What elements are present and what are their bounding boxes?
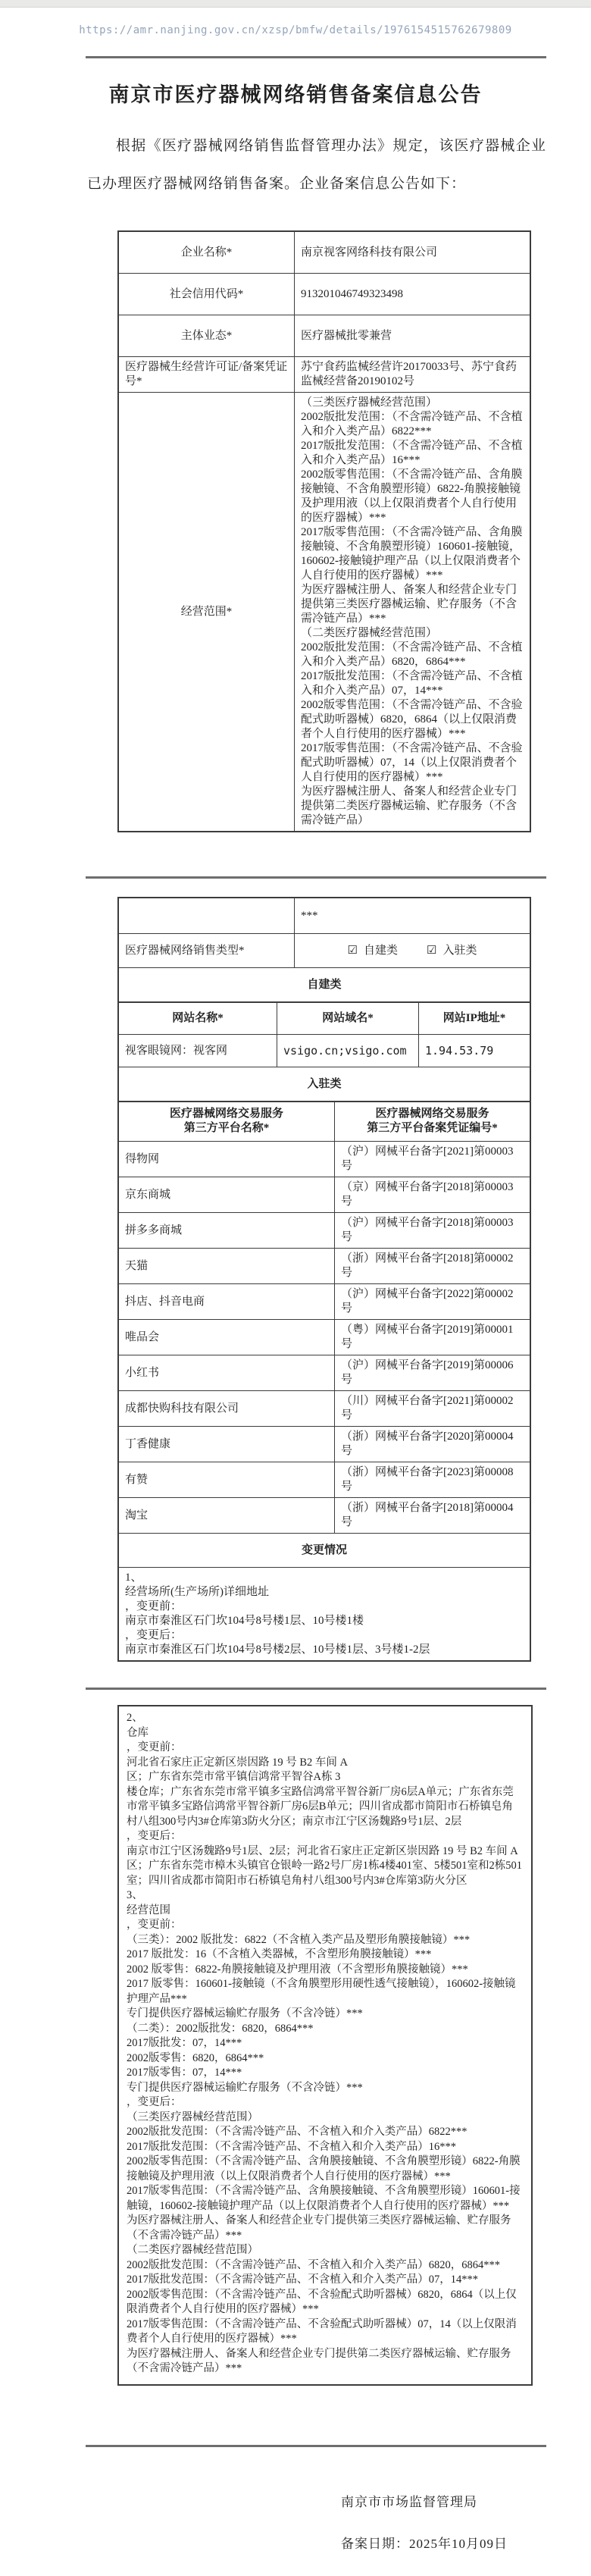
overflow-label-empty	[118, 898, 295, 934]
network-sales-table	[117, 897, 531, 1003]
text-line: 2002版批发范围：（不含需冷链产品、不含植入和介入类产品）6822***	[127, 2126, 467, 2138]
browser-top-strip	[0, 0, 591, 8]
text-line: 2017 版零售：160601-接触镜（不含角膜塑形用硬性透气接触镜），160602-接触镜护理产品***	[127, 1978, 516, 2005]
change-item-1	[118, 1568, 530, 1662]
platform-name: 天猫	[118, 1249, 335, 1284]
platform-cert-number: （粤）网械平台备字[2019]第00001号	[335, 1320, 531, 1355]
table-row	[118, 231, 530, 274]
platform-cert-number: （浙）网械平台备字[2023]第00008号	[335, 1462, 531, 1498]
field-value-license-no: 苏宁食药监械经营许20170033号、苏宁食药监械经营备20190102号	[295, 357, 531, 393]
text-line: 河北省石家庄正定新区崇因路 19 号 B2 车间 A	[127, 1756, 349, 1769]
intro-paragraph: 根据《医疗器械网络销售监督管理办法》规定，该医疗器械企业已办理医疗器械网络销售备案。企业备案信息公告如下：	[87, 138, 546, 192]
text-line: 2017版批发范围：（不含需冷链产品、不含植入和介入类产品）07，14***	[301, 670, 523, 697]
page-separator	[86, 876, 546, 879]
text-line: 2002版批发范围：（不含需冷链产品、不含植入和介入类产品）6822***	[301, 411, 523, 437]
text-line: 经营范围	[127, 1904, 170, 1916]
document-footer	[341, 2491, 591, 2552]
page-separator	[86, 2445, 546, 2447]
text-line: 为医疗器械注册人、备案人和经营企业专门提供第三类医疗器械运输、贮存服务（不含需冷链产品）***	[301, 584, 518, 625]
platform-name: 有赞	[118, 1462, 335, 1498]
field-label-company-name: 企业名称*	[118, 231, 295, 274]
platform-cert-number: （沪）网械平台备字[2019]第00006号	[335, 1355, 531, 1391]
platform-cert-number: （京）网械平台备字[2018]第00003号	[335, 1177, 531, 1213]
platform-row	[118, 1498, 530, 1534]
platform-cert-number: （沪）网械平台备字[2022]第00002号	[335, 1284, 531, 1320]
field-label-sale-type: 医疗器械网络销售类型*	[118, 934, 295, 968]
text-line: 为医疗器械注册人、备案人和经营企业专门提供第三类医疗器械运输、贮存服务（不含需冷链产品）***	[127, 2214, 511, 2242]
checkbox-checked-icon: ☑	[347, 944, 358, 957]
text-line: 2017版批发：07，14***	[127, 2037, 242, 2049]
text-line: （三类医疗器械经营范围）	[127, 2111, 258, 2123]
section-header-changes: 变更情况	[118, 1534, 530, 1568]
table-row	[118, 274, 530, 315]
text-line: 2017版批发范围：（不含需冷链产品、不含植入和介入类产品）16***	[127, 2140, 456, 2153]
platform-cert-number: （浙）网械平台备字[2020]第00004号	[335, 1427, 531, 1462]
platform-name: 淘宝	[118, 1498, 335, 1534]
text-line: 医疗器械网络交易服务	[375, 1108, 489, 1120]
sale-type-option-label: 入驻类	[442, 944, 477, 957]
platform-row	[118, 1391, 530, 1427]
text-line: ，变更后：	[125, 1629, 183, 1641]
text-line: 2017版零售范围：（不含需冷链产品、含角膜接触镜、不含角膜塑形镜）160601-接触镜，160602-接触镜护理产品（以上仅限消费者个人自行使用的医疗器械）***	[127, 2185, 521, 2212]
text-line: 南京市秦淮区石门坎104号8号楼1层、10号楼1楼	[125, 1615, 364, 1627]
issuing-agency: 南京市市场监督管理局	[341, 2494, 477, 2509]
text-line: 2002 版零售：6822-角膜接触镜及护理用液（不含塑形角膜接触镜）***	[127, 1963, 468, 1976]
table-row	[118, 1102, 530, 1142]
page-separator	[86, 1688, 546, 1690]
text-line: 2017版批发范围：（不含需冷链产品、不含植入和介入类产品）07，14***	[127, 2274, 478, 2286]
sale-type-options	[301, 944, 524, 958]
text-line: 3、	[127, 1889, 143, 1901]
platform-row	[118, 1213, 530, 1249]
checkbox-checked-icon: ☑	[427, 944, 437, 957]
sale-type-option-label: 自建类	[363, 944, 398, 957]
text-line: ，变更前：	[127, 1741, 182, 1753]
text-line: 2002版批发范围：（不含需冷链产品、不含植入和介入类产品）6820，6864***	[127, 2258, 500, 2271]
platform-name: 丁香健康	[118, 1427, 335, 1462]
field-label-license-no: 医疗器械生经营许可证/备案凭证号*	[118, 357, 295, 393]
text-line: 2002版零售：6820，6864***	[127, 2051, 264, 2064]
platform-row	[118, 1177, 530, 1213]
field-value-credit-code: 913201046749323498	[295, 274, 531, 315]
filing-date: 备案日期：2025年10月09日	[341, 2536, 508, 2551]
platform-name: 小红书	[118, 1355, 335, 1391]
table-row	[118, 1002, 530, 1035]
text-line: ，变更前：	[125, 1600, 183, 1612]
text-line: （二类医疗器械经营范围）	[127, 2244, 258, 2256]
platform-name: 京东商城	[118, 1177, 335, 1213]
text-line: 专门提供医疗器械运输贮存服务（不含冷链）***	[127, 2081, 363, 2094]
text-line: 经营场所(生产场所)详细地址	[125, 1586, 269, 1598]
table-row	[118, 968, 530, 1003]
platform-row	[118, 1355, 530, 1391]
platform-name: 成都快购科技有限公司	[118, 1391, 335, 1427]
sale-type-option	[348, 944, 398, 958]
text-line: 2002版零售范围：（不含需冷链产品、含角膜接触镜、不含角膜塑形镜）6822-角膜接触镜及护理用液（以上仅限消费者个人自行使用的医疗器械）***	[301, 469, 523, 524]
text-line: 楼仓库；广东省东莞市常平镇多宝路信鸿常平智谷新厂房6层A单元；广东省东莞市常平镇多宝路信鸿常平智谷新厂房6层B单元；四川省成都市简阳市石桥镇皂角村八组300号内3#仓库第3防火分区；南京市江宁区汤魏路9号1层、2层	[127, 1785, 514, 1828]
page-separator	[86, 56, 546, 58]
website-name: 视客眼镜网：视客网	[118, 1035, 277, 1067]
text-line: 医疗器械网络交易服务	[169, 1108, 283, 1120]
table-row	[118, 1534, 530, 1568]
text-line: （三类）：2002 版批发：6822（不含植入类产品及塑形角膜接触镜）***	[127, 1933, 471, 1946]
website-ip: 1.94.53.79	[419, 1035, 531, 1067]
text-line: 2、	[127, 1712, 143, 1724]
text-line: ，变更后：	[127, 1830, 182, 1842]
field-value-business-type: 医疗器械批零兼营	[295, 315, 531, 357]
platform-cert-number: （沪）网械平台备字[2018]第00003号	[335, 1213, 531, 1249]
platform-name: 唯品会	[118, 1320, 335, 1355]
page-title: 南京市医疗器械网络销售备案信息公告	[108, 83, 483, 106]
text-line: （三类医疗器械经营范围）	[301, 396, 438, 409]
text-line: 南京市江宁区汤魏路9号1层、2层；河北省石家庄正定新区崇因路 19 号 B2 车间 A	[127, 1844, 518, 1857]
column-header-platform-name	[118, 1102, 335, 1142]
text-line: ，变更前：	[127, 1919, 182, 1931]
text-line: 2002版零售范围：（不含需冷链产品、不含验配式助听器械）6820，6864（以上仅限消费者个人自行使用的医疗器械）***	[127, 2288, 517, 2315]
table-row	[118, 357, 530, 393]
text-line: 2002版批发范围：（不含需冷链产品、不含植入和介入类产品）6820，6864***	[301, 641, 523, 668]
platform-cert-number: （沪）网械平台备字[2021]第00003号	[335, 1142, 531, 1177]
text-line: 第三方平台名称*	[183, 1122, 270, 1134]
sale-type-option	[427, 944, 477, 958]
overflow-value: ***	[295, 898, 531, 934]
platform-row	[118, 1320, 530, 1355]
text-line: 区；广东省东莞市樟木头镇官仓银岭一路2号厂房1栋4楼401室、5楼501室和2栋501室；四川省成都市简阳市石桥镇皂角村八组300号内3#仓库第3防火分区	[127, 1860, 522, 1887]
text-line: （二类）：2002版批发：6820，6864***	[127, 2022, 314, 2035]
column-header-site-domain: 网站域名*	[277, 1002, 419, 1035]
text-line: 2017版零售范围：（不含需冷链产品、不含验配式助听器械）07，14（以上仅限消费者个人自行使用的医疗器械）***	[301, 742, 523, 783]
field-value-sale-type	[295, 934, 531, 968]
table-row	[118, 315, 530, 357]
document-url: https://amr.nanjing.gov.cn/xzsp/bmfw/details/1976154515762679809	[79, 24, 512, 36]
table-row	[118, 934, 530, 968]
website-row	[118, 1035, 530, 1067]
column-header-site-name: 网站名称*	[118, 1002, 277, 1035]
website-domain: vsigo.cn;vsigo.com	[277, 1035, 419, 1067]
text-line: 第三方平台备案凭证编号*	[367, 1122, 498, 1134]
text-line: 2017版零售范围：（不含需冷链产品、不含验配式助听器械）07，14（以上仅限消费者个人自行使用的医疗器械）***	[127, 2317, 517, 2345]
text-line: 2017版批发范围：（不含需冷链产品、不含植入和介入类产品）16***	[301, 440, 523, 466]
table-row	[118, 1568, 530, 1662]
text-line: 为医疗器械注册人、备案人和经营企业专门提供第二类医疗器械运输、贮存服务（不含需冷链产品）	[301, 785, 518, 826]
text-line: 为医疗器械注册人、备案人和经营企业专门提供第二类医疗器械运输、贮存服务（不含需冷链产品）***	[127, 2347, 511, 2374]
table-row	[118, 1067, 530, 1102]
platform-name: 抖店、抖音电商	[118, 1284, 335, 1320]
text-line: 2017版零售：07，14***	[127, 2067, 242, 2079]
table-row	[118, 393, 530, 832]
field-label-business-type: 主体业态*	[118, 315, 295, 357]
text-line: （二类医疗器械经营范围）	[301, 627, 438, 639]
text-line: 专门提供医疗器械运输贮存服务（不含冷链）***	[127, 2007, 363, 2020]
platform-cert-number: （川）网械平台备字[2021]第00002号	[335, 1391, 531, 1427]
field-value-business-scope	[295, 393, 531, 832]
text-line: 南京市秦淮区石门坎104号8号楼2层、10号楼1层、3号楼1-2层	[125, 1644, 430, 1656]
platform-row	[118, 1142, 530, 1177]
text-line: 2002版零售范围：（不含需冷链产品、不含验配式助听器械）6820，6864（以上仅限消费者个人自行使用的医疗器械）***	[301, 699, 523, 740]
platform-table	[117, 1101, 531, 1662]
field-label-business-scope: 经营范围*	[118, 393, 295, 832]
text-line: 2002版零售范围：（不含需冷链产品、含角膜接触镜、不含角膜塑形镜）6822-角膜接触镜及护理用液（以上仅限消费者个人自行使用的医疗器械）***	[127, 2155, 521, 2183]
field-value-company-name: 南京视客网络科技有限公司	[295, 231, 531, 274]
section-header-platform-entry: 入驻类	[118, 1067, 530, 1102]
section-header-self-built: 自建类	[118, 968, 530, 1003]
text-line: 1、	[125, 1572, 142, 1584]
company-info-table	[117, 230, 531, 832]
table-row	[118, 898, 530, 934]
text-line: 区；广东省东莞市常平镇信鸿常平智谷A栋 3	[127, 1771, 341, 1783]
platform-cert-number: （浙）网械平台备字[2018]第00004号	[335, 1498, 531, 1534]
text-line: ，变更后：	[127, 2096, 182, 2108]
platform-name: 拼多多商城	[118, 1213, 335, 1249]
platform-name: 得物网	[118, 1142, 335, 1177]
column-header-site-ip: 网站IP地址*	[419, 1002, 531, 1035]
platform-row	[118, 1249, 530, 1284]
field-label-credit-code: 社会信用代码*	[118, 274, 295, 315]
self-built-website-table	[117, 1001, 531, 1102]
platform-cert-number: （浙）网械平台备字[2018]第00002号	[335, 1249, 531, 1284]
text-line: 2017版零售范围：（不含需冷链产品、含角膜接触镜、不含角膜塑形镜）160601-接触镜，160602-接触镜护理产品（以上仅限消费者个人自行使用的医疗器械）***	[301, 526, 523, 581]
platform-row	[118, 1427, 530, 1462]
column-header-platform-cert	[335, 1102, 531, 1142]
change-items-2-3	[117, 1705, 533, 2386]
platform-row	[118, 1462, 530, 1498]
text-line: 2017 版批发：16（不含植入类器械，不含塑形角膜接触镜）***	[127, 1948, 432, 1960]
text-line: 仓库	[127, 1726, 149, 1739]
platform-row	[118, 1284, 530, 1320]
